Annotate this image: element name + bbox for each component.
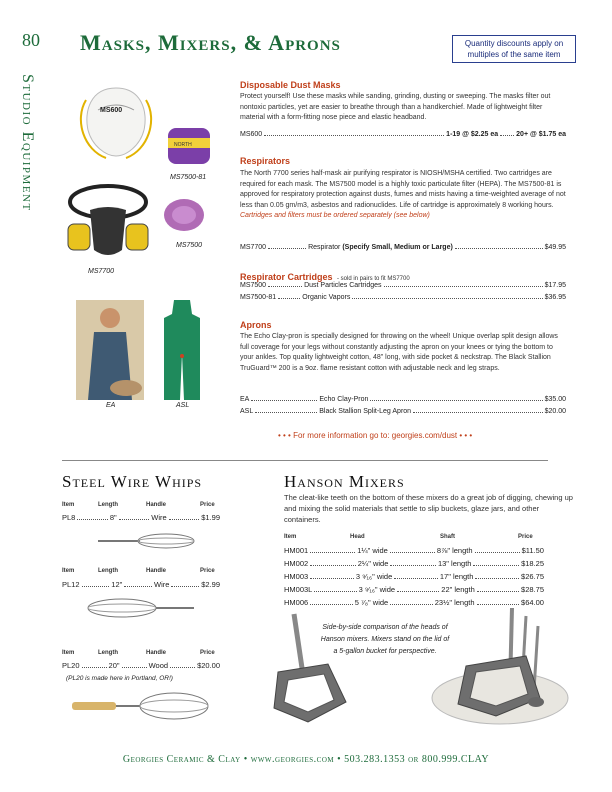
sidebar-label-text: Studio Equipment [19, 74, 36, 212]
item-code: PL20 [62, 661, 80, 670]
whip-pl8-image [96, 530, 196, 552]
item-price: $20.00 [544, 408, 566, 415]
whips-col-handle: Handle [146, 502, 167, 508]
item-shaft: 8⅞" length [436, 546, 473, 555]
item-shaft: 17" length [439, 572, 474, 581]
aprons-title: Aprons [240, 320, 272, 330]
mixers-col-shaft: Shaft [440, 534, 455, 540]
whips-col-length: Length [98, 650, 118, 656]
item-desc: Black Stallion Split-Leg Apron [319, 408, 412, 415]
ms600-caption: MS600 [100, 107, 123, 114]
item-code: PL12 [62, 580, 80, 589]
cartridges-note: Cartridges and filters must be ordered separately (see below) [240, 212, 430, 219]
page-title: Masks, Mixers, & Aprons [80, 30, 341, 55]
whips-col-length: Length [98, 568, 118, 574]
item-code: MS7700 [240, 244, 267, 251]
whips-col-item: Item [62, 568, 75, 574]
item-head: 3 ⁹⁄₁₆" wide [355, 572, 393, 581]
item-head: 2¼" wide [357, 559, 389, 568]
item-handle: Wire [151, 513, 167, 522]
mixers-col-item: Item [284, 534, 297, 540]
respirators-description [240, 169, 566, 222]
whips-col-item: Item [62, 502, 75, 508]
whips-note: (PL20 is made here in Portland, OR!) [66, 675, 173, 682]
svg-text:NORTH: NORTH [174, 142, 192, 148]
item-price: $17.95 [544, 282, 566, 289]
item-price: $35.00 [544, 396, 566, 403]
whip-pl12-image [86, 596, 196, 620]
whips-title: Steel Wire Whips [62, 472, 203, 491]
item-desc: Respirator [308, 244, 341, 251]
dust-mask-image [76, 70, 156, 165]
aprons-description: The Echo Clay-pron is specially designed for throwing on the wheel! Unique overlap split design allows full coverage for your legs without constantly adjusting the apron on your knees or tying the bottom to your ankles. Top quality lightweight cotton, 48" long, with side pocket & neckstrap. The Black Stallion TruGuard™ 200 is a 9oz. flame resistant cotton with adjustable neck and leg straps. [240, 333, 558, 372]
more-info-link[interactable]: • • • For more information go to: georgies.com/dust • • • [278, 431, 473, 440]
item-price: $20.00 [197, 661, 221, 670]
mixers-description: The cleat-like teeth on the bottom of these mixers do a great job of digging, chewing up and mixing the solid materials that settle to slip buckets, glaze jars, and other containers. [284, 493, 573, 524]
ms7500-81-caption: MS7500-81 [170, 174, 207, 181]
whips-col-length: Length [98, 502, 118, 508]
item-code: HM001 [284, 546, 309, 555]
ms7700-caption: MS7700 [88, 268, 115, 275]
item-head: 1¼" wide [357, 546, 388, 555]
respirators-body: The North 7700 series half-mask air purifying respirator is NIOSH/MSHA certified. Two cartridges are required for each mask. The MS7500 model is a highly toxic particulate filter (HEPA). The MS7500-81 is approved for respiratory protection against dusts, fumes and mists having a time-weighted average of not less than 0.05 gm/m3, asbestos and radionuclides. Life of cartridge is approximately 8 working hours. [240, 170, 566, 209]
item-desc: Organic Vapors [302, 294, 351, 301]
item-code: HM003L [284, 585, 313, 594]
item-desc-note: (Specify Small, Medium or Large) [342, 244, 453, 251]
whips-col-handle: Handle [146, 568, 167, 574]
item-length: 20" [108, 661, 120, 670]
item-handle: Wire [154, 580, 170, 589]
item-price: $49.95 [544, 244, 566, 251]
cartridges-subtitle: - sold in pairs to fit MS7700 [336, 276, 410, 282]
mixer-row [284, 546, 544, 555]
dust-mask-price-row [240, 131, 566, 138]
apron-row [240, 396, 566, 403]
item-code: PL8 [62, 513, 76, 522]
item-price: $28.75 [521, 585, 544, 594]
item-desc: Echo Clay-Pron [319, 396, 369, 403]
item-code: MS7500-81 [240, 294, 277, 301]
whips-col-price: Price [200, 568, 215, 574]
cartridge-row [240, 282, 566, 289]
section-divider [62, 460, 548, 461]
ea-caption: EA [106, 402, 116, 409]
quantity-discount-note: Quantity discounts apply on multiples of the same item [452, 35, 576, 63]
item-head: 3 ⁹⁄₁₆" wide [358, 585, 396, 594]
split-leg-apron-image [162, 300, 202, 400]
mixers-title: Hanson Mixers [284, 472, 405, 491]
item-price: $2.99 [201, 580, 220, 589]
price-tier-2: 20+ @ $1.75 ea [516, 131, 566, 138]
item-code: HM002 [284, 559, 309, 568]
item-price: $1.99 [201, 513, 220, 522]
respirator-image [60, 180, 155, 265]
item-code: HM003 [284, 572, 309, 581]
item-price: $18.25 [521, 559, 545, 568]
item-price: $11.50 [521, 546, 544, 555]
respirators-title: Respirators [240, 156, 291, 166]
whip-row [62, 661, 220, 670]
echo-apron-image [76, 300, 144, 400]
item-shaft: 13" length [437, 559, 472, 568]
sidebar-label [14, 74, 42, 264]
whips-col-price: Price [200, 502, 215, 508]
mixers-caption: Side-by-side comparison of the heads of Hanson mixers. Mixers stand on the lid of a 5-gallon bucket for perspective. [320, 624, 450, 655]
cartridge-purple-image [164, 122, 214, 170]
item-code: MS600 [240, 131, 263, 138]
price-tier-1: 1-19 @ $2.25 ea [446, 131, 499, 138]
item-price: $36.95 [544, 294, 566, 301]
cartridge-row [240, 294, 566, 301]
item-head: 5 ⁷⁄₈" wide [354, 598, 389, 607]
mixers-col-head: Head [350, 534, 365, 540]
mixer-row [284, 585, 544, 594]
item-price: $64.00 [521, 598, 544, 607]
whip-row [62, 580, 220, 589]
dust-masks-title: Disposable Dust Masks [240, 80, 341, 90]
mixers-col-price: Price [518, 534, 533, 540]
respirator-price-row [240, 244, 566, 251]
page-number: 80 [22, 30, 40, 50]
item-length: 12" [111, 580, 123, 589]
whips-col-price: Price [200, 650, 215, 656]
whip-row [62, 513, 220, 522]
item-code: MS7500 [240, 282, 267, 289]
item-desc: Dust Particles Cartridges [304, 282, 382, 289]
ms7500-caption: MS7500 [176, 242, 203, 249]
mixer-row [284, 572, 544, 581]
cartridge-pink-image [160, 195, 208, 235]
item-code: HM006 [284, 598, 309, 607]
dust-masks-description: Protect yourself! Use these masks while sanding, grinding, dusting or sweeping. The masks filter out nontoxic particles, yet are easier to breathe through than a handkerchief. Made of lightweight filter material with a form-fitting nose piece and elastic headband. [240, 93, 551, 121]
item-price: $26.75 [521, 572, 544, 581]
item-handle: Wood [148, 661, 169, 670]
mixer-row [284, 559, 544, 568]
whips-col-handle: Handle [146, 650, 167, 656]
item-shaft: 22" length [441, 585, 475, 594]
mixers-on-lid-image [430, 606, 570, 728]
item-length: 8" [109, 513, 117, 522]
footer-contact: Georgies Ceramic & Clay • www.georgies.com • 503.283.1353 or 800.999.CLAY [122, 754, 490, 765]
asl-caption: ASL [176, 402, 190, 409]
cartridges-title: Respirator Cartridges [240, 272, 333, 282]
apron-row [240, 408, 566, 415]
whips-col-item: Item [62, 650, 75, 656]
item-code: ASL [240, 408, 254, 415]
item-shaft: 23½" length [434, 598, 475, 607]
whip-pl20-image [70, 690, 210, 722]
item-code: EA [240, 396, 250, 403]
